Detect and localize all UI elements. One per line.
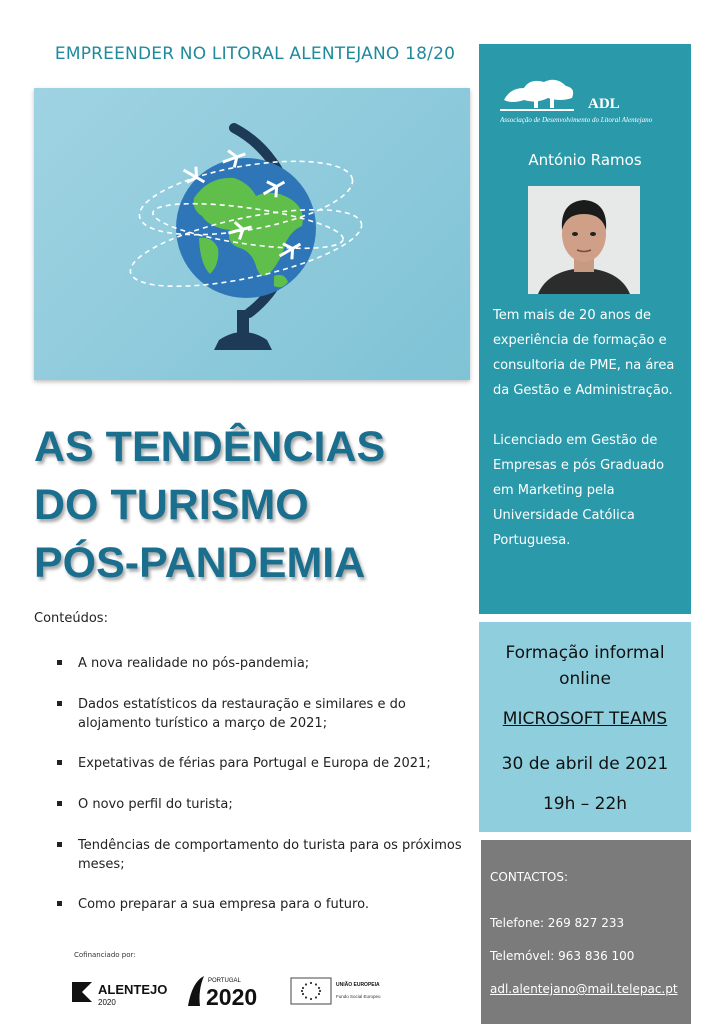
bullet-icon [57, 701, 62, 706]
headline-line-2: DO TURISMO [34, 481, 309, 529]
portugal-2020-year: 2020 [206, 984, 258, 1008]
bullet-icon [57, 801, 62, 806]
session-date: 30 de abril de 2021 [501, 754, 669, 774]
contact-phone: Telefone: 269 827 233 [490, 916, 625, 930]
eu-flag-icon [290, 976, 388, 1006]
portugal-2020-logo [186, 972, 278, 1008]
portugal-2020-logo-icon [186, 972, 278, 1008]
session-platform: MICROSOFT TEAMS [502, 709, 668, 729]
trainer-photo [528, 186, 640, 294]
list-item: O novo perfil do turista; [54, 795, 464, 814]
session-time: 19h – 22h [542, 794, 628, 814]
contents-list [54, 654, 464, 914]
session-type: Formação informal online [505, 643, 665, 689]
headline [34, 418, 474, 592]
globe-illustration [34, 88, 470, 380]
contents-title: Conteúdos: [34, 611, 108, 626]
contact-mobile: Telemóvel: 963 836 100 [490, 949, 635, 963]
portugal-2020-top: PORTUGAL [208, 978, 241, 984]
eu-logo [290, 976, 388, 1006]
alentejo-logo-year: 2020 [98, 998, 116, 1007]
adl-full-name: Associação de Desenvolvimento do Litoral Alentejano [500, 116, 653, 124]
contact-email-link[interactable]: adl.alentejano@mail.telepac.pt [490, 982, 678, 996]
adl-logo [500, 74, 678, 126]
list-item: Dados estatísticos da restauração e similares e do alojamento turístico a março de 2021; [54, 695, 464, 733]
bullet-icon [57, 901, 62, 906]
headline-line-3: PÓS-PANDEMIA [34, 539, 366, 587]
bullet-icon [57, 660, 62, 665]
contacts-panel [481, 840, 691, 1024]
trainer-name: António Ramos [528, 151, 642, 169]
list-item: Expetativas de férias para Portugal e Europa de 2021; [54, 754, 464, 773]
eu-logo-fund: Fundo Social Europeu [336, 994, 381, 999]
list-item: Como preparar a sua empresa para o futuro. [54, 895, 464, 914]
bullet-icon [57, 760, 62, 765]
alentejo-2020-logo [70, 974, 176, 1008]
trainer-bio-experience: Tem mais de 20 anos de experiência de formação e consultoria de PME, na área da Gestão e Administração. [493, 308, 675, 398]
program-title: EMPREENDER NO LITORAL ALENTEJANO 18/20 [54, 44, 456, 64]
trainer-bio [493, 303, 683, 553]
globe-stand-base [214, 332, 272, 350]
adl-tree-icon [500, 74, 678, 126]
contacts-title: CONTACTOS: [490, 870, 569, 884]
alentejo-logo-name: ALENTEJO [98, 982, 168, 997]
list-item: A nova realidade no pós-pandemia; [54, 654, 464, 673]
list-item: Tendências de comportamento do turista para os próximos meses; [54, 836, 464, 874]
headline-line-1: AS TENDÊNCIAS [34, 423, 386, 471]
person-portrait-icon [528, 186, 640, 294]
cofinanced-label: Cofinanciado por: [74, 951, 136, 959]
hero-illustration [34, 88, 470, 380]
alentejo-logo-icon [70, 974, 176, 1008]
eu-logo-name: UNIÃO EUROPEIA [336, 982, 380, 988]
bullet-icon [57, 842, 62, 847]
adl-acronym: ADL [588, 96, 620, 112]
trainer-bio-education: Licenciado em Gestão de Empresas e pós Graduado em Marketing pela Universidade Católica Portuguesa. [493, 433, 665, 548]
